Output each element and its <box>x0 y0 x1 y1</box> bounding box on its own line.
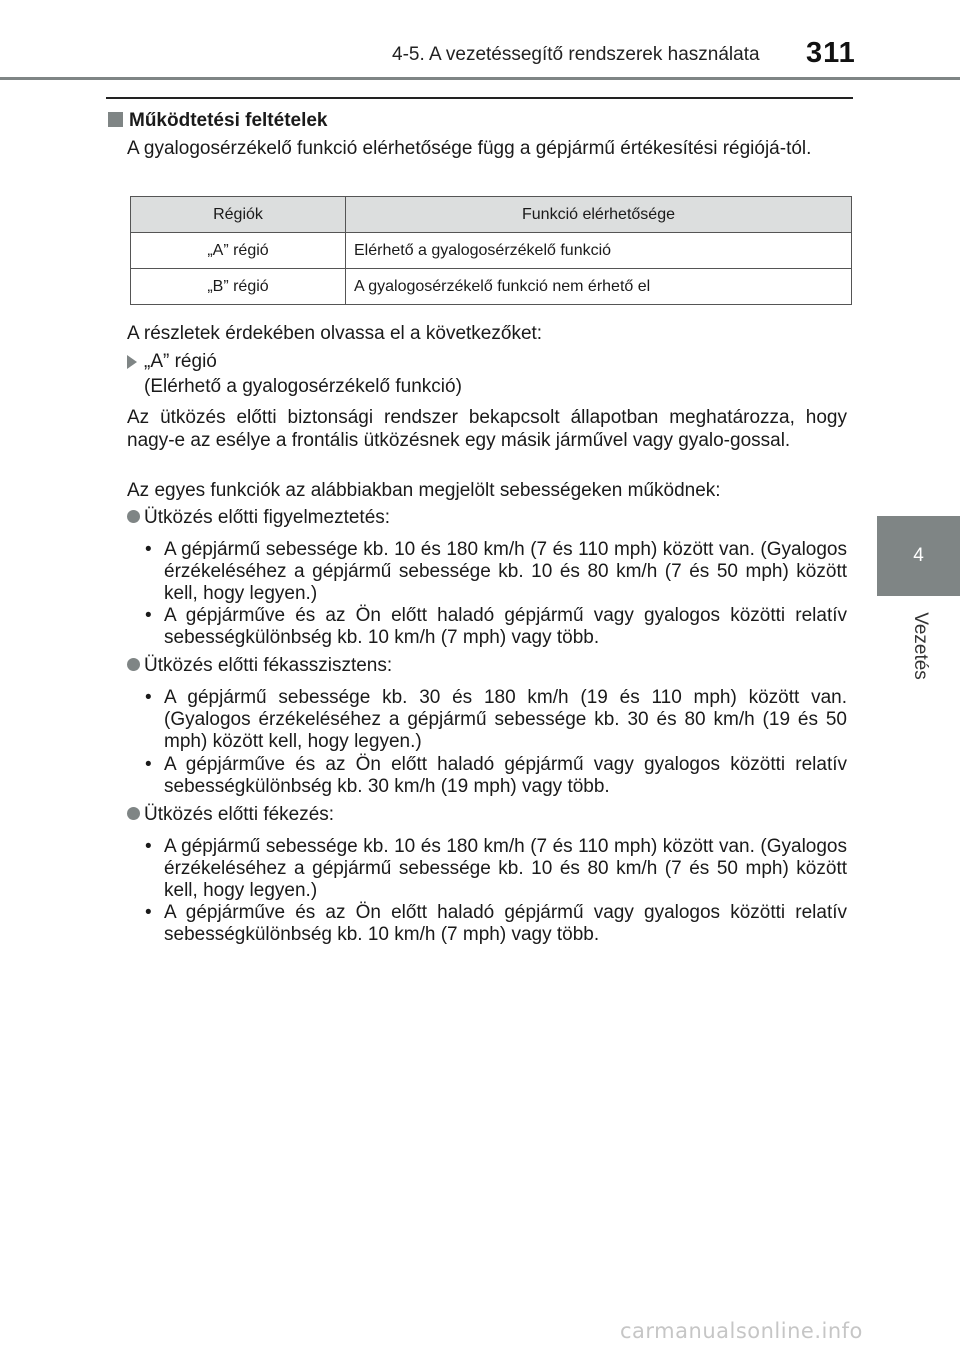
region-a-heading <box>127 350 847 398</box>
function-heading <box>127 506 390 529</box>
bullet-icon: • <box>145 754 152 775</box>
bullet-icon: • <box>145 687 152 708</box>
function-item-text: A gépjármű sebessége kb. 10 és 180 km/h (7 és 110 mph) között van. (Gyalogos érzékeléséhez a gépjármű sebessége kb. 10 és 80 km/h (7 és 50 mph) között kell, hogy legyen.) <box>164 836 847 901</box>
circle-bullet-icon <box>127 807 140 820</box>
chapter-label-text: Vezetés <box>910 612 931 680</box>
table-cell: Elérhető a gyalogosérzékelő funkció <box>346 233 852 269</box>
function-title: Ütközés előtti figyelmeztetés: <box>144 507 391 528</box>
region-a-subtitle: (Elérhető a gyalogosérzékelő funkció) <box>144 376 462 397</box>
table-header-row <box>131 197 852 233</box>
paragraph: Az egyes funkciók az alábbiakban megjelölt sebességeken működnek: <box>127 480 721 501</box>
function-item-text: A gépjármű sebessége kb. 30 és 180 km/h (19 és 110 mph) között van. (Gyalogos érzékeléséhez a gépjármű sebessége kb. 30 és 80 km/h (19 és 50 mph) között kell, hogy legyen.) <box>164 687 847 752</box>
header-rule <box>0 77 960 80</box>
circle-bullet-icon <box>127 510 140 523</box>
table-row <box>131 233 852 269</box>
square-bullet-icon <box>108 112 123 127</box>
function-item <box>145 539 847 605</box>
region-a-title: „A” régió <box>144 351 217 372</box>
page-number: 311 <box>806 37 856 69</box>
table-cell: „A” régió <box>131 233 346 269</box>
bullet-icon: • <box>145 605 152 626</box>
function-item <box>145 836 847 902</box>
function-item <box>145 605 847 649</box>
function-item <box>145 754 847 798</box>
function-item <box>145 687 847 753</box>
function-item-text: A gépjárműve és az Ön előtt haladó gépjármű vagy gyalogos közötti relatív sebességkülönbség kb. 10 km/h (7 mph) vagy több. <box>164 902 847 945</box>
details-intro: A részletek érdekében olvassa el a következőket: <box>127 323 543 344</box>
bullet-icon: • <box>145 836 152 857</box>
table-cell: A gyalogosérzékelő funkció nem érhető el <box>346 269 852 305</box>
function-item-text: A gépjármű sebessége kb. 10 és 180 km/h (7 és 110 mph) között van. (Gyalogos érzékeléséhez a gépjármű sebessége kb. 10 és 80 km/h (7 és 50 mph) között kell, hogy legyen.) <box>164 539 847 604</box>
function-title: Ütközés előtti fékasszisztens: <box>144 655 393 676</box>
function-item-text: A gépjárműve és az Ön előtt haladó gépjármű vagy gyalogos közötti relatív sebességkülönbség kb. 30 km/h (19 mph) vagy több. <box>164 754 847 797</box>
chapter-tab[interactable]: 4 <box>877 516 960 596</box>
function-heading <box>127 654 392 677</box>
circle-bullet-icon <box>127 658 140 671</box>
section-title-text: Működtetési feltételek <box>129 110 328 131</box>
header-title: 4-5. A vezetéssegítő rendszerek használata <box>392 44 760 65</box>
table-header-cell: Funkció elérhetősége <box>346 197 852 233</box>
chapter-side-label <box>870 606 960 686</box>
function-item-text: A gépjárműve és az Ön előtt haladó gépjármű vagy gyalogos közötti relatív sebességkülönbség kb. 10 km/h (7 mph) vagy több. <box>164 605 847 648</box>
function-heading <box>127 803 334 826</box>
triangle-bullet-icon <box>127 355 137 369</box>
content-rule <box>106 97 853 99</box>
watermark: carmanualsonline.info <box>620 1319 863 1343</box>
region-table <box>130 196 852 305</box>
table-cell: „B” régió <box>131 269 346 305</box>
table-header-cell: Régiók <box>131 197 346 233</box>
section-title <box>108 110 328 132</box>
table-row <box>131 269 852 305</box>
function-item <box>145 902 847 946</box>
paragraph: Az ütközés előtti biztonsági rendszer bekapcsolt állapotban meghatározza, hogy nagy-e az esélye a frontális ütközésnek egy másik járművel vagy gyalo-gossal. <box>127 407 847 451</box>
function-title: Ütközés előtti fékezés: <box>144 804 335 825</box>
bullet-icon: • <box>145 902 152 923</box>
section-intro: A gyalogosérzékelő funkció elérhetősége függ a gépjármű értékesítési régiójá-tól. <box>127 138 812 159</box>
bullet-icon: • <box>145 539 152 560</box>
